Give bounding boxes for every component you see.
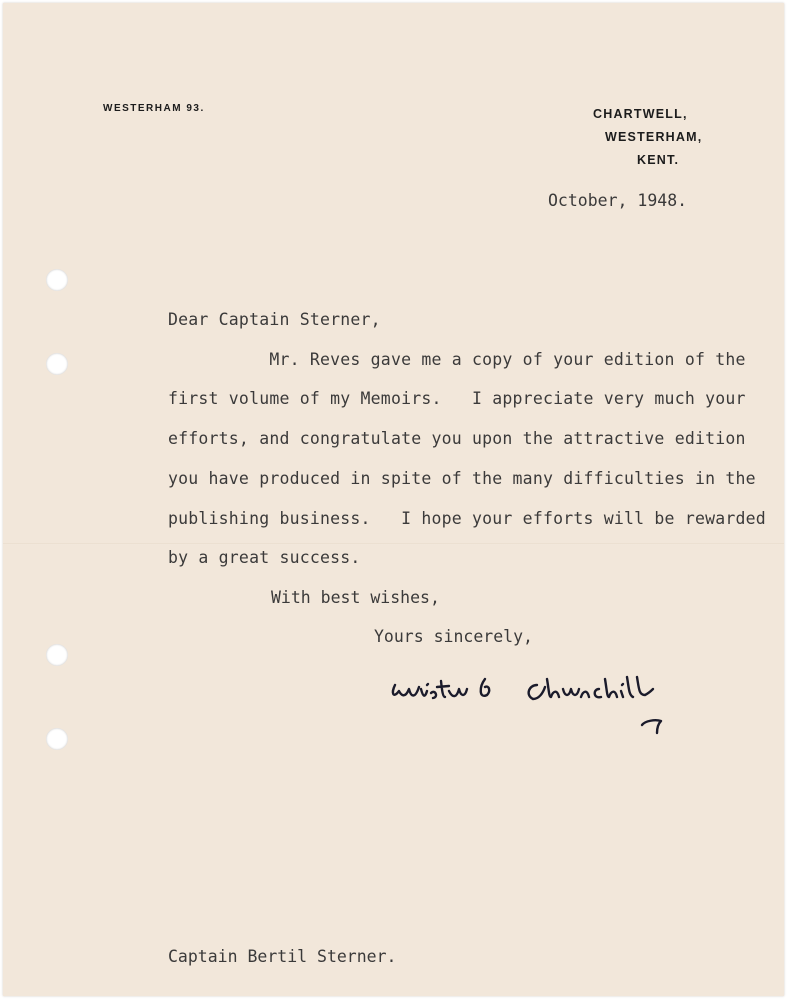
handwritten-signature xyxy=(387,663,687,743)
body-line: publishing business. I hope your efforts will be rewarded xyxy=(168,509,766,528)
letterhead-telephone: WESTERHAM 93. xyxy=(103,103,205,114)
letterhead-address-line: WESTERHAM, xyxy=(605,130,703,144)
closing: With best wishes, xyxy=(271,588,440,607)
salutation: Dear Captain Sterner, xyxy=(168,310,381,329)
punch-hole xyxy=(46,728,68,750)
letterhead-address-line: KENT. xyxy=(637,153,680,167)
punch-hole xyxy=(46,269,68,291)
body-line: you have produced in spite of the many difficulties in the xyxy=(168,469,756,488)
fold-crease xyxy=(3,543,784,545)
body-line: efforts, and congratulate you upon the attractive edition xyxy=(168,429,746,448)
body-line: Mr. Reves gave me a copy of your edition of the xyxy=(168,350,746,369)
punch-hole xyxy=(46,353,68,375)
recipient-name: Captain Bertil Sterner. xyxy=(168,947,397,966)
letterhead-address-line: CHARTWELL, xyxy=(593,107,688,121)
letter-sheet xyxy=(3,3,784,996)
punch-hole xyxy=(46,644,68,666)
signoff: Yours sincerely, xyxy=(374,627,533,646)
letter-date: October, 1948. xyxy=(548,191,688,210)
body-line: by a great success. xyxy=(168,548,361,567)
body-line: first volume of my Memoirs. I appreciate very much your xyxy=(168,389,746,408)
